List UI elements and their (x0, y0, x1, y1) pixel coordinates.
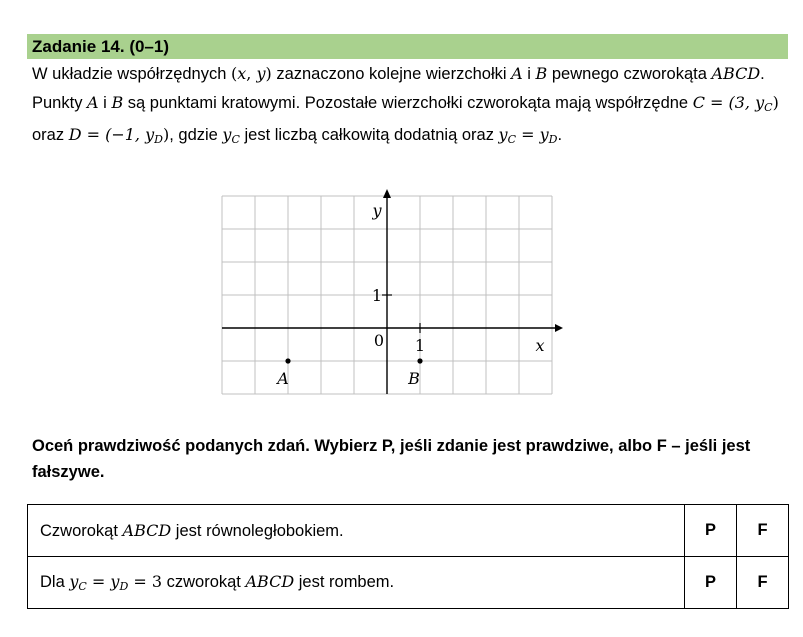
math-D-coords: D = (−1, y (68, 125, 155, 144)
task-description (32, 60, 782, 154)
text: jest liczbą całkowitą dodatnią oraz (239, 126, 499, 144)
math-subscript: C (231, 133, 240, 146)
math-C-coords: C = (3, y (692, 92, 765, 112)
math-ABCD: ABCD (245, 572, 295, 591)
statement-2 (28, 557, 685, 609)
math-eq-yd: = y (86, 572, 120, 591)
y-tick-label: 1 (371, 286, 383, 305)
math-subscript: D (548, 133, 558, 146)
text: oraz (32, 126, 69, 144)
y-axis-arrow-icon (383, 189, 391, 198)
math-paren: ) (772, 92, 779, 112)
text: , gdzie (169, 126, 223, 144)
task-title: Zadanie 14. (0–1) (27, 34, 788, 59)
coordinate-grid (210, 185, 570, 410)
x-axis-arrow-icon (555, 324, 563, 332)
text: jest równoległobokiem. (171, 521, 344, 540)
text: zaznaczono kolejne wierzchołki (271, 65, 512, 83)
point-B-label: B (408, 369, 420, 388)
option-p-button[interactable]: P (685, 557, 737, 609)
y-axis-label: y (372, 201, 382, 220)
text: i (98, 93, 112, 112)
math-B: B (535, 64, 548, 83)
math-subscript: D (119, 580, 129, 593)
math-subscript: C (507, 133, 516, 146)
point-A-label: A (277, 369, 289, 388)
math-coords: (x, y) (231, 64, 272, 83)
point-B (417, 358, 422, 363)
math-subscript: C (78, 580, 87, 593)
text: i (522, 65, 536, 83)
text: W układzie współrzędnych (32, 65, 231, 83)
math-A: A (511, 64, 523, 83)
math-paren: ) (162, 125, 170, 144)
text: są punktami kratowymi. Pozostałe wierzchołki czworokąta mają współrzędne (123, 93, 693, 112)
text: . (557, 126, 563, 144)
math-subscript: D (154, 133, 163, 146)
math-ABCD: ABCD (122, 520, 172, 540)
origin-label: 0 (373, 331, 385, 350)
x-tick-label: 1 (414, 336, 426, 355)
math-eq-3: = 3 (128, 572, 163, 591)
instruction: Oceń prawdziwość podanych zdań. Wybierz P, jeśli zdanie jest prawdziwe, albo F – jeśli jest fałszywe. (32, 437, 751, 481)
math-B: B (111, 92, 124, 112)
x-axis-label: x (535, 336, 545, 355)
math-yc: y (498, 125, 508, 144)
math-ABCD: ABCD (711, 64, 761, 83)
option-f-button[interactable]: F (737, 505, 789, 557)
text: Dla (40, 573, 70, 591)
text: . Punkty (32, 65, 765, 112)
text: pewnego czworokąta (547, 65, 712, 83)
text: Czworokąt (40, 521, 123, 540)
math-yc: y (222, 125, 232, 144)
option-f-button[interactable]: F (737, 557, 789, 609)
math-yc: y (69, 572, 79, 591)
statement-1 (28, 505, 685, 557)
text: czworokąt (162, 573, 246, 591)
math-eq-yd: = y (516, 125, 549, 144)
text: jest rombem. (294, 573, 395, 591)
table-row (28, 557, 789, 609)
table-row (28, 505, 789, 557)
true-false-table (27, 504, 789, 609)
option-p-button[interactable]: P (685, 505, 737, 557)
math-subscript: C (764, 100, 773, 114)
math-A: A (87, 92, 99, 112)
point-A (285, 358, 290, 363)
